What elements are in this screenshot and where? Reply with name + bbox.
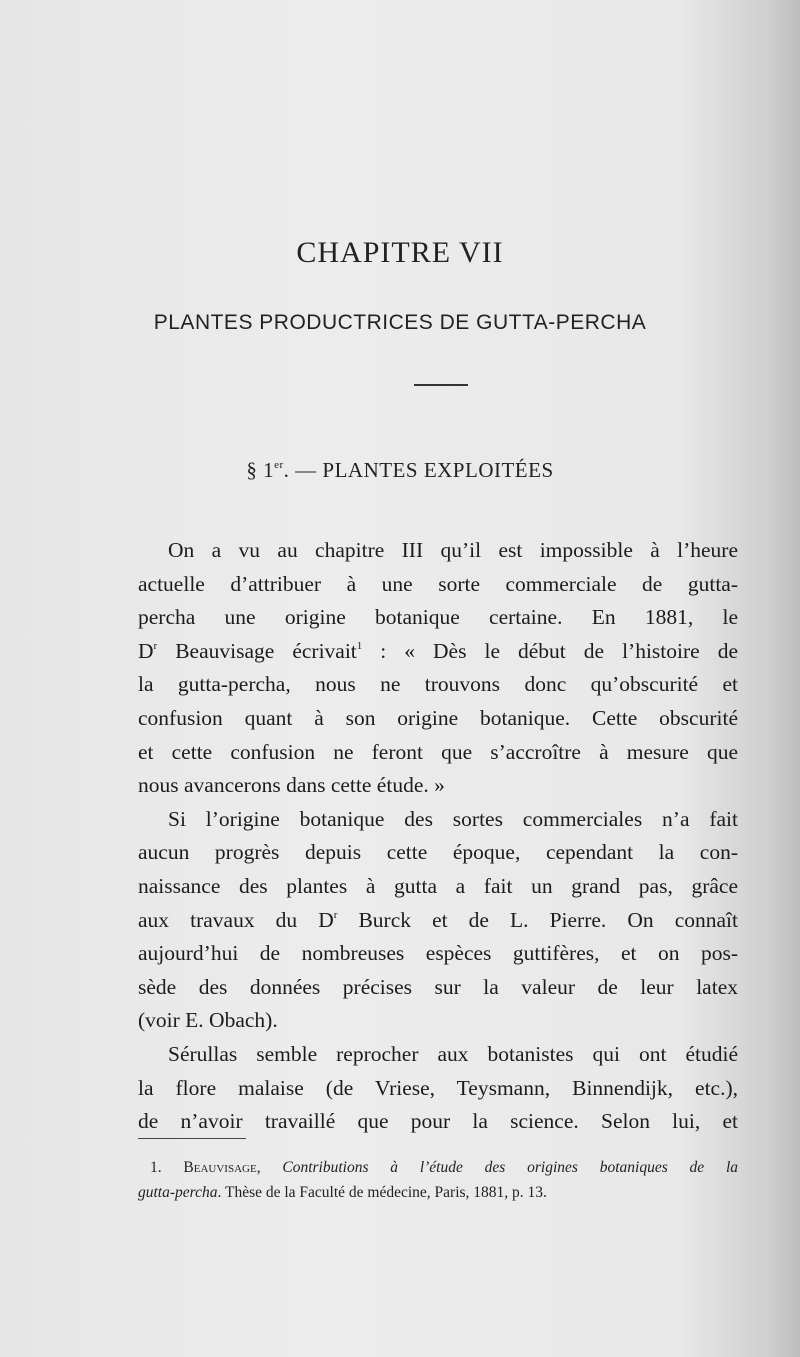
- doctor-abbrev: D: [138, 638, 154, 663]
- footnote-line: [138, 1180, 738, 1205]
- footnote-separator: ,: [256, 1159, 283, 1176]
- footnote-divider: [138, 1138, 246, 1139]
- body-line: actuelle d’attribuer à une sorte commerciale de gutta-: [138, 571, 738, 596]
- body-line: On a vu au chapitre III qu’il est impossible à l’heure: [168, 538, 738, 562]
- body-line: [138, 904, 738, 938]
- body-line: sède des données précises sur la valeur de leur latex: [138, 974, 738, 999]
- body-line: de n’avoir travaillé que pour la science. Selon lui, et: [138, 1109, 738, 1134]
- footnote-marker: 1.: [150, 1159, 184, 1176]
- body-line: (voir E. Obach).: [138, 1008, 278, 1033]
- body-line: aujourd’hui de nombreuses espèces guttifères, et on pos-: [138, 941, 738, 966]
- section-ordinal: er: [274, 459, 284, 471]
- body-line: Si l’origine botanique des sortes commerciales n’a fait: [168, 806, 738, 831]
- chapter-number: CHAPITRE VII: [296, 236, 504, 269]
- body-line-text: Beauvisage écrivait: [157, 638, 357, 663]
- body-line: confusion quant à son origine botanique. Cette obscurité: [138, 705, 738, 730]
- body-line: nous avancerons dans cette étude. »: [138, 773, 445, 798]
- chapter-title: PLANTES PRODUCTRICES DE GUTTA-PERCHA: [153, 311, 647, 334]
- footnote-reference[interactable]: 1: [356, 639, 363, 652]
- footnote-line: [138, 1155, 738, 1180]
- footnote-title-cont: gutta-percha: [138, 1184, 218, 1201]
- body-line: [138, 635, 738, 669]
- section-number: 1: [263, 458, 275, 482]
- footnote-details: . Thèse de la Faculté de médecine, Paris, 1881, p. 13.: [217, 1184, 547, 1201]
- title-divider: [414, 384, 468, 386]
- footnote-author: Beauvisage: [183, 1159, 257, 1176]
- body-line: la gutta-percha, nous ne trouvons donc qu’obscurité et: [138, 672, 738, 697]
- body-line: percha une origine botanique certaine. En 1881, le: [138, 605, 738, 630]
- body-line: la flore malaise (de Vriese, Teysmann, Binnendijk, etc.),: [138, 1075, 738, 1100]
- doctor-abbrev-sup: r: [153, 639, 158, 652]
- footnote-title: Contributions à l’étude des origines botaniques de la: [282, 1159, 739, 1176]
- body-line: Sérullas semble reprocher aux botanistes qui ont étudié: [168, 1041, 738, 1066]
- body-line-text: aux travaux du D: [138, 907, 334, 932]
- footnote: [138, 1155, 738, 1205]
- section-heading: [0, 458, 800, 483]
- doctor-abbrev-sup: r: [333, 908, 338, 921]
- body-line-text: : « Dès le début de l’histoire de: [362, 638, 738, 663]
- body-line-text: Burck et de L. Pierre. On connaît: [337, 907, 738, 932]
- body-text: [138, 534, 738, 1139]
- body-line: aucun progrès depuis cette époque, cependant la con-: [138, 840, 738, 865]
- section-symbol: §: [246, 458, 258, 482]
- body-line: naissance des plantes à gutta a fait un grand pas, grâce: [138, 873, 738, 898]
- body-line: et cette confusion ne feront que s’accroître à mesure que: [138, 739, 738, 764]
- section-heading-text: . — PLANTES EXPLOITÉES: [283, 458, 554, 482]
